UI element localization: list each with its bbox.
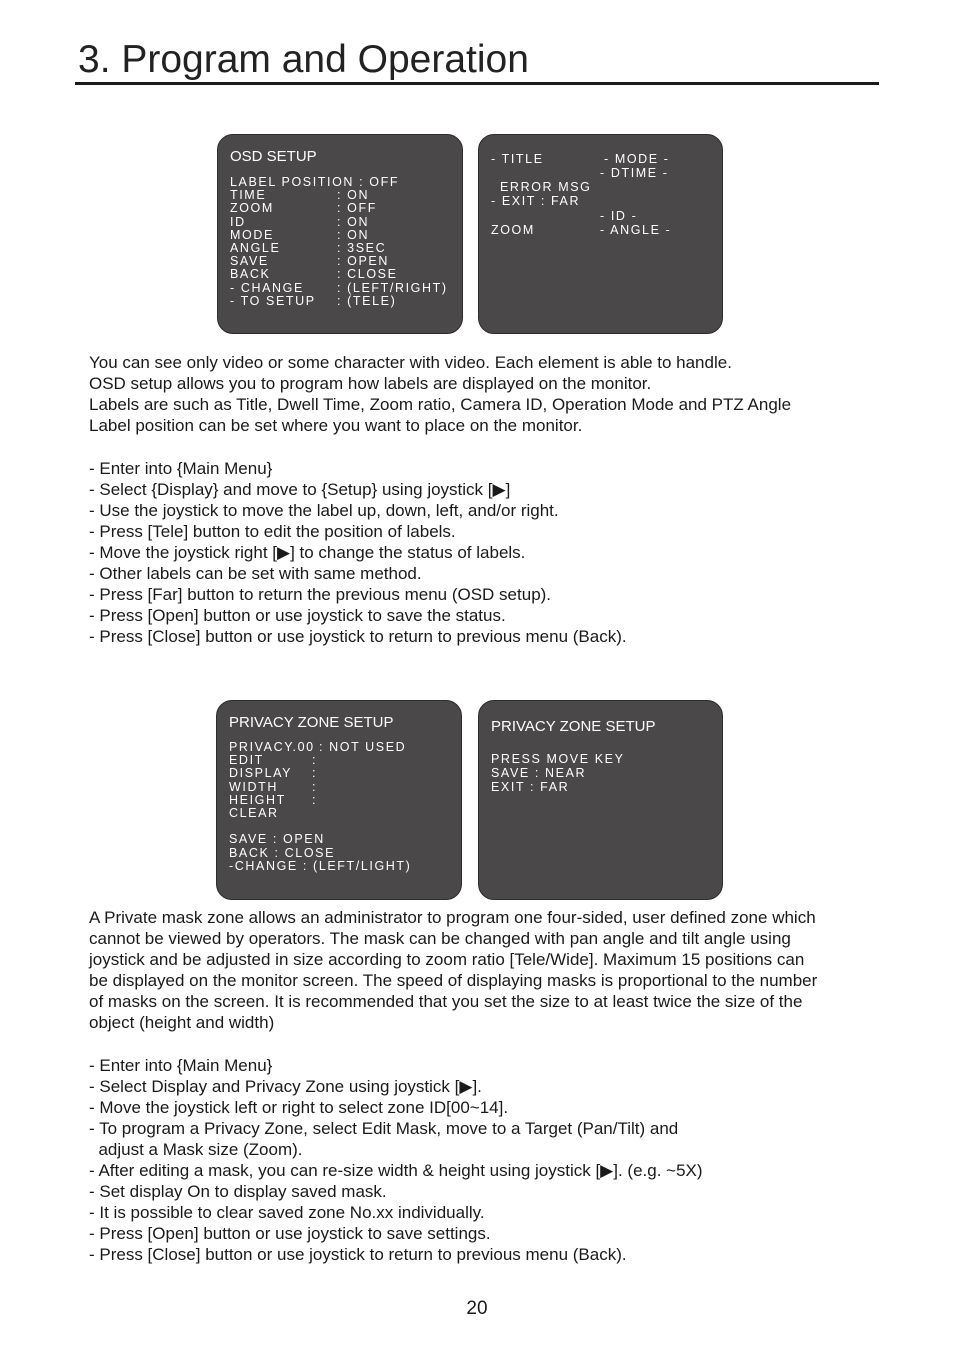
privacy-step: - It is possible to clear saved zone No.xx individually.	[89, 1203, 485, 1222]
privacy-zone-row-label: WIDTH	[229, 779, 278, 794]
title-underline	[75, 82, 879, 85]
privacy-description-line: be displayed on the monitor screen. The speed of displaying masks is proportional to the number	[89, 971, 818, 990]
label-angle: - ANGLE -	[600, 223, 672, 237]
privacy-edit-line: PRESS MOVE KEY	[491, 752, 625, 766]
osd-step: - Press [Open] button or use joystick to save the status.	[89, 606, 506, 625]
osd-step: - Press [Far] button to return the previous menu (OSD setup).	[89, 585, 552, 604]
osd-setup-row-label: - TO SETUP	[230, 293, 316, 308]
privacy-edit-line: SAVE : NEAR	[491, 766, 587, 780]
osd-step: - Other labels can be set with same method.	[89, 564, 422, 583]
osd-setup-row-value: : 3SEC	[337, 241, 387, 255]
label-position-screen	[478, 134, 723, 334]
privacy-zone-row-value: :	[312, 792, 318, 807]
privacy-step: - Press [Close] button or use joystick to return to previous menu (Back).	[89, 1245, 627, 1264]
privacy-step: - Move the joystick left or right to select zone ID[00~14].	[89, 1098, 509, 1117]
privacy-zone-row-value: : NOT USED	[319, 740, 407, 754]
label-title: - TITLE	[491, 152, 544, 166]
osd-step: - Press [Close] button or use joystick to return to previous menu (Back).	[89, 627, 627, 646]
privacy-zone-edit-screen	[478, 700, 723, 900]
page-title: 3. Program and Operation	[78, 38, 529, 81]
osd-setup-row-value: : ON	[337, 227, 370, 242]
osd-description	[89, 352, 791, 436]
osd-setup-row-value: : (LEFT/RIGHT)	[337, 280, 448, 295]
privacy-zone-row-label: CLEAR	[229, 806, 279, 820]
privacy-step: - Set display On to display saved mask.	[89, 1182, 387, 1201]
osd-setup-row-label: LABEL POSITION : OFF	[230, 175, 400, 189]
privacy-zone-row-label: -CHANGE : (LEFT/LIGHT)	[229, 858, 412, 873]
privacy-description-line: object (height and width)	[89, 1013, 275, 1032]
osd-setup-row-value: : OFF	[337, 201, 377, 216]
osd-setup-row-label: MODE	[230, 227, 274, 242]
osd-steps-list	[89, 458, 627, 647]
privacy-zone-row-label: EDIT	[229, 753, 264, 768]
label-id: - ID -	[600, 209, 638, 223]
page-number: 20	[466, 1298, 488, 1319]
privacy-zone-row-value: :	[312, 779, 318, 794]
osd-description-line: You can see only video or some character with video. Each element is able to handle.	[89, 353, 732, 372]
privacy-step: - To program a Privacy Zone, select Edit Mask, move to a Target (Pan/Tilt) and	[89, 1119, 679, 1138]
label-mode: - MODE -	[604, 152, 670, 166]
osd-setup-row-value: : ON	[337, 188, 370, 203]
privacy-steps-list	[89, 1055, 703, 1265]
osd-setup-header: OSD SETUP	[230, 148, 317, 165]
privacy-zone-row-label: DISPLAY	[229, 766, 293, 781]
privacy-step: adjust a Mask size (Zoom).	[89, 1140, 303, 1159]
osd-step: - Enter into {Main Menu}	[89, 459, 273, 478]
label-error-msg: ERROR MSG	[500, 180, 592, 194]
osd-setup-row-label: BACK	[230, 267, 271, 282]
osd-description-line: Labels are such as Title, Dwell Time, Zoom ratio, Camera ID, Operation Mode and PTZ Angle	[89, 395, 792, 414]
privacy-zone-row-label: HEIGHT	[229, 792, 286, 807]
label-zoom: ZOOM	[491, 223, 535, 237]
privacy-zone-row-label: SAVE : OPEN	[229, 832, 325, 847]
osd-step: - Press [Tele] button to edit the position of labels.	[89, 522, 456, 541]
privacy-description-line: A Private mask zone allows an administrator to program one four-sided, user defined zone which	[89, 908, 816, 927]
privacy-zone-setup-screen	[216, 700, 462, 900]
osd-setup-row-label: SAVE	[230, 254, 269, 269]
osd-setup-row-label: - CHANGE	[230, 280, 304, 295]
label-dtime: - DTIME -	[600, 166, 669, 180]
privacy-description-line: cannot be viewed by operators. The mask can be changed with pan angle and tilt angle using	[89, 929, 791, 948]
privacy-edit-header: PRIVACY ZONE SETUP	[491, 718, 656, 735]
privacy-step: - Enter into {Main Menu}	[89, 1056, 273, 1075]
privacy-description	[89, 907, 817, 1033]
osd-description-line: Label position can be set where you want to place on the monitor.	[89, 416, 583, 435]
privacy-description-line: of masks on the screen. It is recommended that you set the size to at least twice the size of the	[89, 992, 803, 1011]
privacy-zone-row-value: :	[312, 766, 318, 781]
osd-step: - Select {Display} and move to {Setup} using joystick [▶]	[89, 480, 511, 499]
privacy-edit-line: EXIT : FAR	[491, 780, 570, 794]
osd-setup-row-value: : ON	[337, 214, 370, 229]
osd-step: - Use the joystick to move the label up, down, left, and/or right.	[89, 501, 559, 520]
privacy-description-line: joystick and be adjusted in size according to zoom ratio [Tele/Wide]. Maximum 15 positions can	[89, 950, 805, 969]
osd-description-line: OSD setup allows you to program how labels are displayed on the monitor.	[89, 374, 652, 393]
osd-setup-row-value: : (TELE)	[337, 293, 397, 308]
osd-setup-row-value: : CLOSE	[337, 267, 398, 282]
privacy-zone-header: PRIVACY ZONE SETUP	[229, 714, 394, 731]
osd-step: - Move the joystick right [▶] to change the status of labels.	[89, 543, 526, 562]
osd-setup-row-value: : OPEN	[337, 254, 389, 269]
privacy-step: - After editing a mask, you can re-size width & height using joystick [▶]. (e.g. ~5X)	[89, 1161, 703, 1180]
privacy-zone-row-label: BACK : CLOSE	[229, 845, 336, 860]
osd-setup-row-label: TIME	[230, 188, 267, 203]
privacy-zone-row-value: :	[312, 753, 318, 768]
osd-setup-row-label: ZOOM	[230, 201, 274, 216]
privacy-step: - Select Display and Privacy Zone using joystick [▶].	[89, 1077, 482, 1096]
privacy-step: - Press [Open] button or use joystick to save settings.	[89, 1224, 491, 1243]
osd-setup-screen	[217, 134, 463, 334]
osd-setup-row-label: ANGLE	[230, 241, 281, 255]
label-exit: - EXIT : FAR	[491, 194, 581, 208]
privacy-zone-row-label: PRIVACY.00	[229, 740, 315, 754]
osd-setup-row-label: ID	[230, 214, 246, 229]
